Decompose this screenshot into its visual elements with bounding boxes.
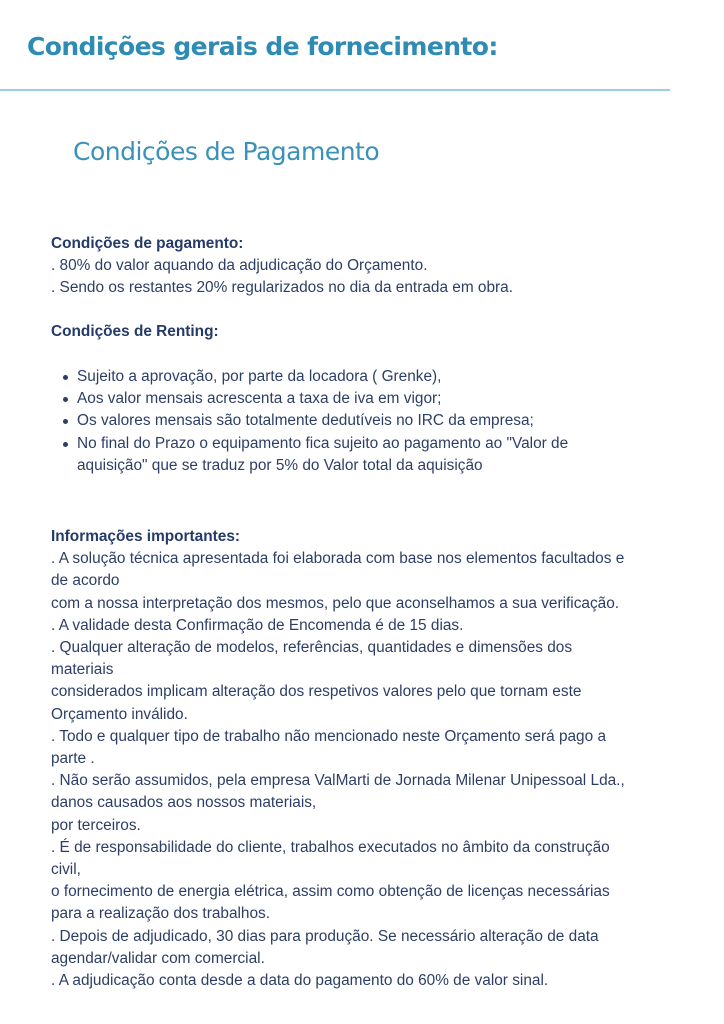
info-line: por terceiros. [51,816,141,834]
bullet-icon [63,375,68,380]
title-divider [0,89,670,91]
important-info-section [51,526,681,992]
info-line: civil, [51,861,81,879]
payment-conditions-section [51,233,681,300]
list-item-text: aquisição" que se traduz por 5% do Valor total da aquisição [77,456,483,474]
info-line: . Qualquer alteração de modelos, referências, quantidades e dimensões dos [51,639,573,657]
bullet-icon [63,397,68,402]
info-line: de acordo [51,572,120,590]
info-line: materiais [51,661,114,679]
info-line: . Depois de adjudicado, 30 dias para produção. Se necessário alteração de data [51,927,599,945]
info-line: . A solução técnica apresentada foi elaborada com base nos elementos facultados e [51,550,625,568]
info-line: . A validade desta Confirmação de Encomenda é de 15 dias. [51,616,464,634]
info-line: considerados implicam alteração dos respetivos valores pelo que tornam este [51,683,582,701]
list-item-text: Os valores mensais são totalmente dedutíveis no IRC da empresa; [77,412,534,430]
list-item [60,410,680,432]
info-line: . Não serão assumidos, pela empresa ValMarti de Jornada Milenar Unipessoal Lda., [51,772,625,790]
info-line: com a nossa interpretação dos mesmos, pelo que aconselhamos a sua verificação. [51,594,620,612]
list-item-text: No final do Prazo o equipamento fica sujeito ao pagamento ao "Valor de [77,434,569,452]
info-line: . A adjudicação conta desde a data do pagamento do 60% de valor sinal. [51,972,549,990]
info-line: . É de responsabilidade do cliente, trabalhos executados no âmbito da construção [51,838,610,856]
section-title: Condições de Pagamento [73,137,380,166]
info-line: danos causados aos nossos materiais, [51,794,317,812]
payment-line: . Sendo os restantes 20% regularizados no dia da entrada em obra. [51,279,514,297]
info-line: parte . [51,750,95,768]
list-item-text: Sujeito a aprovação, por parte da locadora ( Grenke), [77,368,442,385]
renting-conditions-heading: Condições de Renting: [51,323,219,340]
payment-conditions-heading: Condições de pagamento: [51,235,244,252]
renting-conditions-section [51,321,681,343]
info-line: o fornecimento de energia elétrica, assim como obtenção de licenças necessárias [51,883,610,901]
info-line: . Todo e qualquer tipo de trabalho não mencionado neste Orçamento será pago a [51,727,607,745]
list-item [60,366,680,388]
list-item [60,388,680,410]
bullet-icon [63,442,68,447]
info-line: Orçamento inválido. [51,705,188,723]
bullet-icon [63,419,68,424]
list-item [60,433,680,477]
list-item-text: Aos valor mensais acrescenta a taxa de iva em vigor; [77,390,442,408]
info-line: agendar/validar com comercial. [51,949,265,967]
page-title: Condições gerais de fornecimento: [27,32,498,61]
important-info-heading: Informações importantes: [51,528,241,545]
renting-conditions-list [60,366,680,477]
info-line: para a realização dos trabalhos. [51,905,271,923]
payment-line: . 80% do valor aquando da adjudicação do Orçamento. [51,257,428,275]
